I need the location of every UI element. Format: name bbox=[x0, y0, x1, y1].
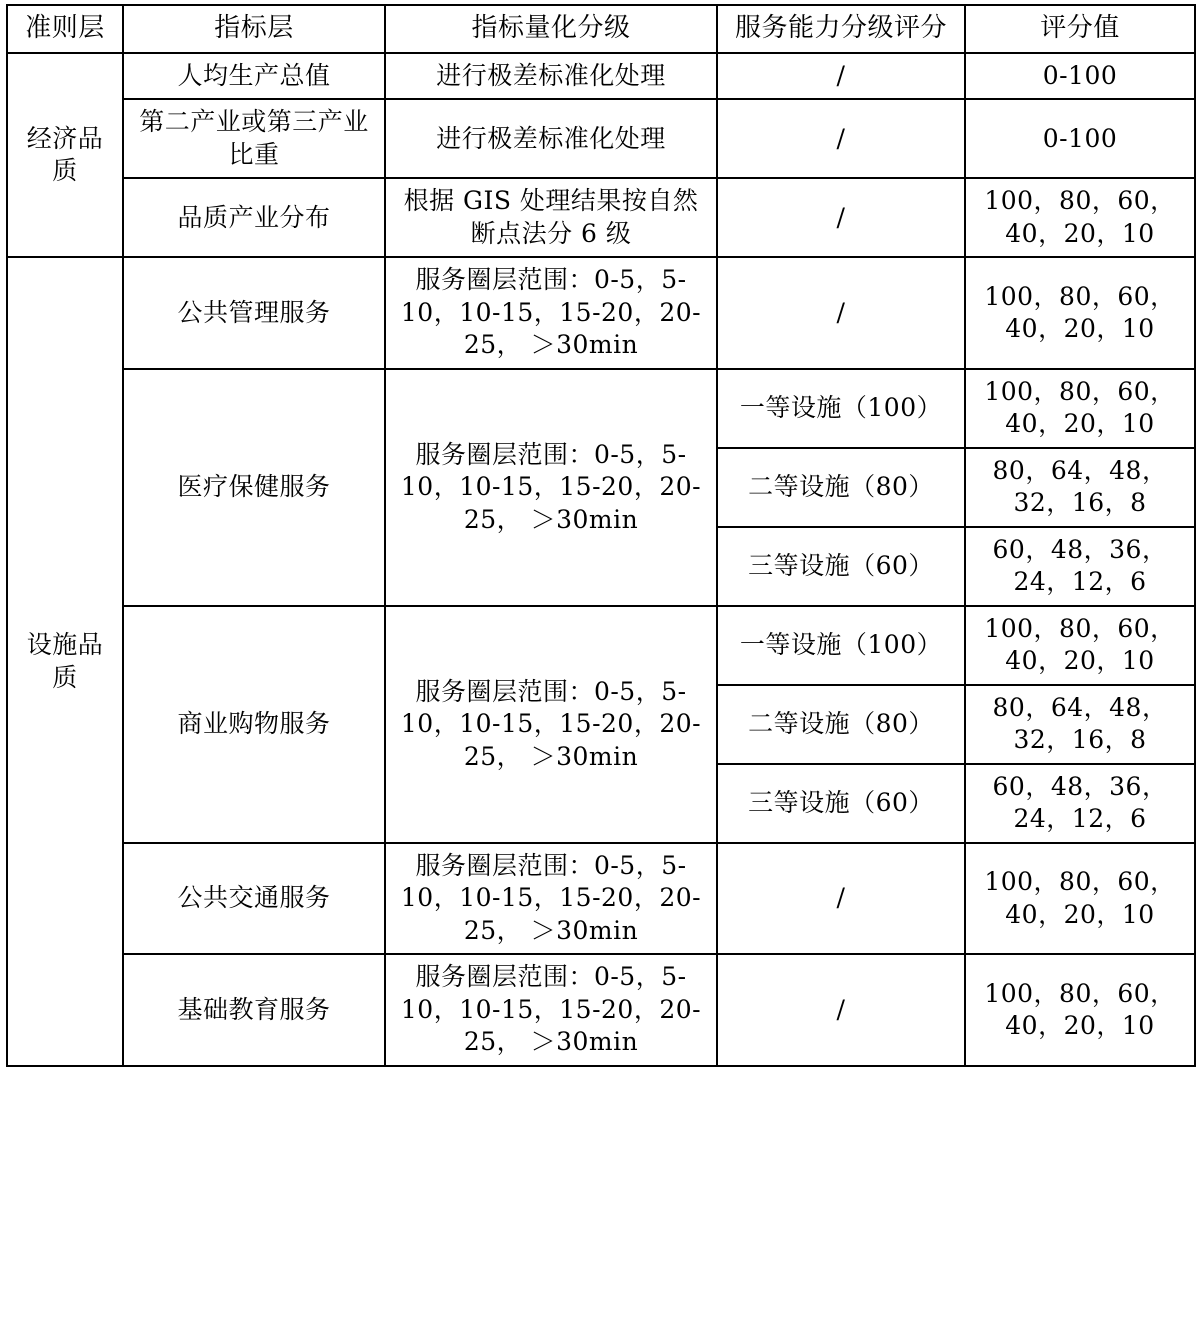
header-indicator-quantification: 指标量化分级 bbox=[385, 5, 717, 53]
table-header-row bbox=[7, 5, 1195, 53]
service-level-cell: 一等设施（100） bbox=[717, 369, 965, 448]
service-level-cell: 三等设施（60） bbox=[717, 527, 965, 606]
indicator-secondary-tertiary-industry-share: 第二产业或第三产业比重 bbox=[123, 99, 385, 178]
header-criteria-layer: 准则层 bbox=[7, 5, 123, 53]
indicator-gdp-per-capita: 人均生产总值 bbox=[123, 53, 385, 100]
service-level-cell: / bbox=[717, 99, 965, 178]
score-value-cell: 100，80，60，40，20，10 bbox=[965, 178, 1195, 257]
score-value-cell: 60，48，36，24，12，6 bbox=[965, 764, 1195, 843]
table-row bbox=[7, 954, 1195, 1066]
indicator-table bbox=[6, 4, 1196, 1067]
score-value-cell: 100，80，60，40，20，10 bbox=[965, 843, 1195, 955]
indicator-quality-industry-distribution: 品质产业分布 bbox=[123, 178, 385, 257]
score-value-cell: 0-100 bbox=[965, 53, 1195, 100]
table-row bbox=[7, 53, 1195, 100]
indicator-basic-education-service: 基础教育服务 bbox=[123, 954, 385, 1066]
service-level-cell: / bbox=[717, 954, 965, 1066]
quantification-cell: 进行极差标准化处理 bbox=[385, 53, 717, 100]
service-level-cell: / bbox=[717, 843, 965, 955]
table-row bbox=[7, 843, 1195, 955]
score-value-cell: 60，48，36，24，12，6 bbox=[965, 527, 1195, 606]
table-row bbox=[7, 369, 1195, 448]
service-level-cell: / bbox=[717, 53, 965, 100]
table-row bbox=[7, 178, 1195, 257]
quantification-cell: 服务圈层范围：0-5，5-10，10-15，15-20，20-25， ＞30min bbox=[385, 954, 717, 1066]
score-value-cell: 80，64，48，32，16，8 bbox=[965, 685, 1195, 764]
indicator-commercial-shopping-service: 商业购物服务 bbox=[123, 606, 385, 843]
indicator-public-transport-service: 公共交通服务 bbox=[123, 843, 385, 955]
service-level-cell: 二等设施（80） bbox=[717, 448, 965, 527]
quantification-cell: 服务圈层范围：0-5，5-10，10-15，15-20，20-25， ＞30min bbox=[385, 843, 717, 955]
service-level-cell: 一等设施（100） bbox=[717, 606, 965, 685]
score-value-cell: 80，64，48，32，16，8 bbox=[965, 448, 1195, 527]
table-row bbox=[7, 99, 1195, 178]
header-service-capacity-score: 服务能力分级评分 bbox=[717, 5, 965, 53]
header-score-value: 评分值 bbox=[965, 5, 1195, 53]
service-level-cell: 三等设施（60） bbox=[717, 764, 965, 843]
quantification-cell: 服务圈层范围：0-5，5-10，10-15，15-20，20-25， ＞30min bbox=[385, 369, 717, 606]
header-indicator-layer: 指标层 bbox=[123, 5, 385, 53]
indicator-medical-health-service: 医疗保健服务 bbox=[123, 369, 385, 606]
table-row bbox=[7, 606, 1195, 685]
quantification-cell: 进行极差标准化处理 bbox=[385, 99, 717, 178]
quantification-cell: 根据 GIS 处理结果按自然断点法分 6 级 bbox=[385, 178, 717, 257]
service-level-cell: / bbox=[717, 257, 965, 369]
indicator-public-administration-service: 公共管理服务 bbox=[123, 257, 385, 369]
service-level-cell: / bbox=[717, 178, 965, 257]
category-economic-quality: 经济品质 bbox=[7, 53, 123, 258]
score-value-cell: 100，80，60，40，20，10 bbox=[965, 954, 1195, 1066]
score-value-cell: 0-100 bbox=[965, 99, 1195, 178]
score-value-cell: 100，80，60，40，20，10 bbox=[965, 606, 1195, 685]
score-value-cell: 100，80，60，40，20，10 bbox=[965, 369, 1195, 448]
table-row bbox=[7, 257, 1195, 369]
quantification-cell: 服务圈层范围：0-5，5-10，10-15，15-20，20-25， ＞30min bbox=[385, 257, 717, 369]
quantification-cell: 服务圈层范围：0-5，5-10，10-15，15-20，20-25， ＞30min bbox=[385, 606, 717, 843]
category-facility-quality: 设施品质 bbox=[7, 257, 123, 1066]
service-level-cell: 二等设施（80） bbox=[717, 685, 965, 764]
score-value-cell: 100，80，60，40，20，10 bbox=[965, 257, 1195, 369]
